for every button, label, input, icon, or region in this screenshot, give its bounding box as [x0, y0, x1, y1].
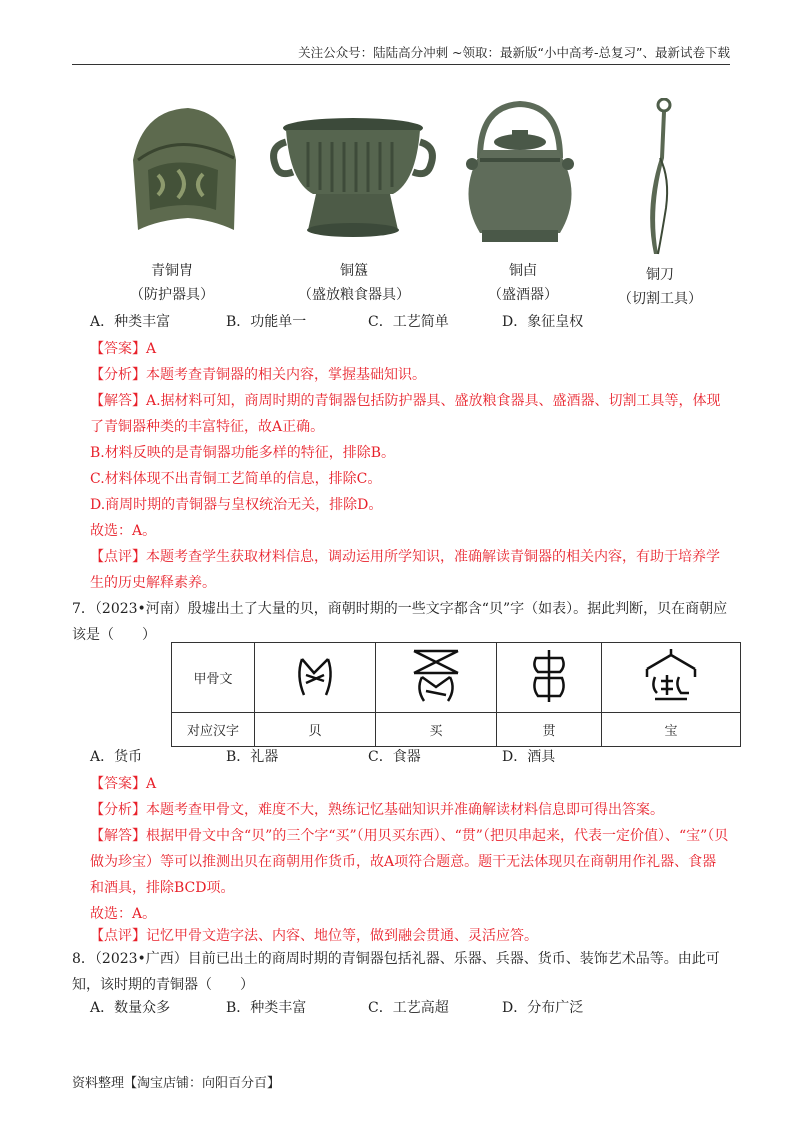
char-bao: 宝: [602, 713, 741, 747]
oracle-glyph-guan: [497, 643, 602, 713]
option-a[interactable]: A．数量众多: [90, 1000, 171, 1016]
q6-option-c-note: C.材料体现不出青铜工艺简单的信息，排除C。: [90, 471, 382, 487]
q7-analysis: 【分析】本题考查甲骨文，难度不大，熟练记忆基础知识并准确解读材料信息即可得出答案。: [90, 802, 664, 818]
q6-choice: 故选：A。: [90, 523, 157, 539]
oracle-bei-icon: [290, 651, 340, 701]
q7-choice: 故选：A。: [90, 906, 157, 922]
figure-use: （切割工具）: [618, 291, 702, 307]
figure-name: 青铜胄: [151, 263, 193, 279]
page-header: 关注公众号：陆陆高分冲刺 ~领取：最新版“小中高考-总复习”、最新试卷下载: [72, 42, 730, 65]
q6-answer: 【答案】A: [90, 341, 157, 357]
figure-name: 铜簋: [340, 263, 368, 279]
q8-stem: 8．（2023•广西）目前已出土的商周时期的青铜器包括礼器、乐器、兵器、货币、装饰艺术品等。由此可知，该时期的青铜器（ ）: [72, 951, 720, 993]
oracle-guan-icon: [524, 648, 574, 704]
bronze-knife-icon: [640, 98, 680, 258]
figure-caption: [448, 259, 598, 307]
oracle-bone-table: [171, 642, 741, 747]
figure-caption: [279, 259, 429, 307]
option-d[interactable]: D．分布广泛: [502, 1000, 584, 1016]
figure-use: （盛酒器）: [488, 287, 558, 303]
oracle-bao-icon: [641, 647, 701, 705]
q7-stem: 7．（2023•河南）殷墟出土了大量的贝，商朝时期的一些文字都含“贝”字（如表）。据此判断，贝在商朝应该是（ ）: [72, 601, 728, 643]
q6-comment: 【点评】本题考查学生获取材料信息，调动运用所学知识，准确解读青铜器的相关内容，有助于培养学生的历史解释素养。: [90, 549, 720, 591]
bronze-gui-vessel-icon: [268, 112, 438, 242]
row-label-chinese: 对应汉字: [172, 713, 255, 747]
q7-comment: 【点评】记忆甲骨文造字法、内容、地位等，做到融会贯通、灵活应答。: [90, 928, 538, 944]
bronze-you-wine-vessel-icon: [450, 98, 590, 248]
option-a[interactable]: A．货币: [90, 749, 143, 765]
figure-name: 铜刀: [646, 267, 674, 283]
row-label-oracle: 甲骨文: [172, 643, 255, 713]
option-c[interactable]: C．工艺高超: [368, 1000, 449, 1016]
q6-analysis: 【分析】本题考查青铜器的相关内容，掌握基础知识。: [90, 367, 426, 383]
option-a[interactable]: A．种类丰富: [90, 314, 171, 330]
char-mai: 买: [376, 713, 497, 747]
figure-use: （盛放粮食器具）: [298, 287, 410, 303]
bronze-helmet-icon: [118, 100, 248, 240]
figure-caption: [585, 263, 735, 311]
oracle-glyph-mai: [376, 643, 497, 713]
q6-option-b-note: B.材料反映的是青铜器功能多样的特征，排除B。: [90, 445, 396, 461]
q6-solution: 【解答】A.据材料可知，商周时期的青铜器包括防护器具、盛放粮食器具、盛酒器、切割工具等，体现了青铜器种类的丰富特征，故A正确。: [90, 393, 721, 435]
option-d[interactable]: D．酒具: [502, 749, 556, 765]
figure-caption: [97, 259, 247, 307]
figure-use: （防护器具）: [130, 287, 214, 303]
page-footer: 资料整理【淘宝店铺：向阳百分百】: [72, 1076, 281, 1091]
oracle-mai-icon: [406, 647, 466, 705]
figure-name: 铜卣: [509, 263, 537, 279]
q6-option-d-note: D.商周时期的青铜器与皇权统治无关，排除D。: [90, 497, 383, 513]
option-b[interactable]: B．礼器: [226, 749, 279, 765]
char-bei: 贝: [255, 713, 376, 747]
char-guan: 贯: [497, 713, 602, 747]
option-b[interactable]: B．种类丰富: [226, 1000, 307, 1016]
oracle-glyph-bao: [602, 643, 741, 713]
q7-answer: 【答案】A: [90, 776, 157, 792]
option-d[interactable]: D．象征皇权: [502, 314, 584, 330]
option-c[interactable]: C．食器: [368, 749, 421, 765]
option-b[interactable]: B．功能单一: [226, 314, 307, 330]
q7-solution: 【解答】根据甲骨文中含“贝”的三个字“买”（用贝买东西）、“贯”（把贝串起来，代表一定价值）、“宝”（贝做为珍宝）等可以推测出贝在商朝用作货币，故A项符合题意。题干无法体现贝在商朝用作礼器、食器和酒具，排除BCD项。: [90, 828, 729, 896]
option-c[interactable]: C．工艺简单: [368, 314, 449, 330]
oracle-glyph-bei: [255, 643, 376, 713]
